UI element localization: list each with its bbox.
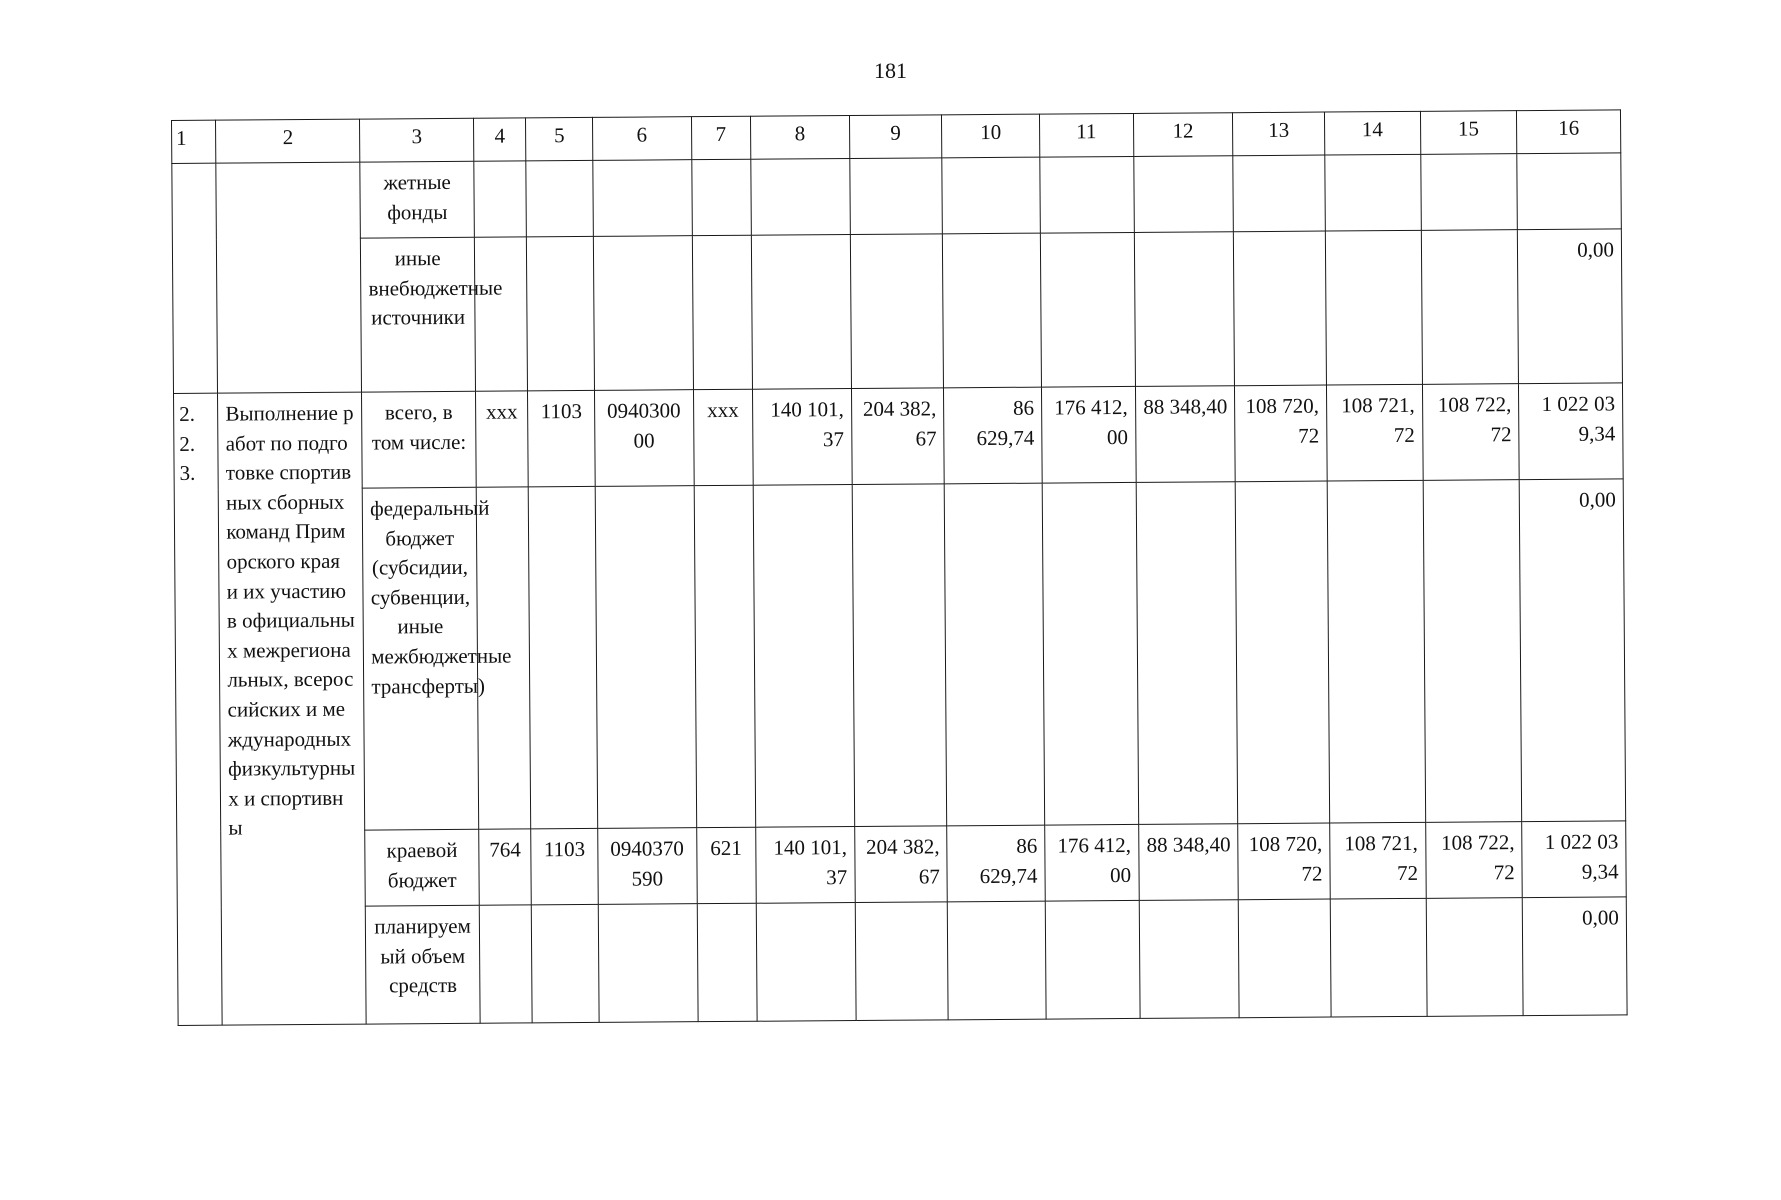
column-number: 7 [691,116,751,159]
column-number: 4 [474,118,527,161]
amount-year: 86 629,74 [947,825,1045,902]
continued-index-cell [172,163,218,393]
item-row-regional [177,821,1627,908]
amount-year: 176 412,00 [1045,824,1139,901]
continued-row-funds [172,153,1622,240]
admin-code: 764 [479,829,532,905]
column-number: 9 [849,115,942,159]
continued-row-other-sources [172,229,1622,394]
column-number: 13 [1233,112,1325,156]
target-article-code: 094030000 [594,390,693,487]
amount-year: 88 348,40 [1135,386,1235,483]
amount-total: 0,00 [1519,479,1625,822]
page-number: 181 [874,58,907,83]
funding-source-label: иные внебюджетные источники [361,237,476,392]
amount-year: 108 722,72 [1422,384,1519,481]
amount-year: 108 721,72 [1326,384,1422,481]
column-number: 6 [592,117,691,161]
amount-total: 0,00 [1518,229,1623,384]
column-number: 3 [360,118,474,162]
item-row-planned [177,897,1627,1026]
expense-type-code: 621 [696,827,756,903]
item-name: Выполнение работ по подготовке спортивных сборных команд Приморского края и их участию в официальных межрегиональных, всероссийских и международных физкультурных и спортивны [218,392,367,1025]
budget-table [171,109,1628,1026]
column-number: 8 [750,116,849,160]
section-code: 1103 [528,390,595,486]
section-code: 1103 [531,828,598,904]
target-article-code: 0940370590 [598,828,697,905]
item-index: 2. 2. 3. [174,393,223,1025]
funding-source-label: краевой бюджет [365,829,479,906]
column-number: 12 [1133,113,1233,157]
amount-total: 1 022 039,34 [1522,821,1626,898]
funding-source-label: федеральный бюджет (субсидии, субвенции, иные межбюджетные трансферты) [362,487,478,830]
column-number: 1 [172,120,217,163]
continued-name-cell [216,162,362,393]
column-number: 11 [1039,113,1133,157]
column-number: 2 [216,119,360,163]
item-row-total [174,383,1624,490]
funding-source-label: планируемый объем средств [366,905,481,1024]
amount-year: 108 720,72 [1238,823,1330,900]
amount-year: 176 412,00 [1041,386,1135,483]
amount-year: 86 629,74 [944,387,1042,484]
column-number: 15 [1420,111,1517,155]
amount-year: 140 101,37 [756,827,855,904]
amount-year: 204 382,67 [854,826,947,903]
amount-year: 140 101,37 [752,389,851,486]
column-number: 10 [942,114,1040,158]
amount-year: 88 348,40 [1138,824,1238,901]
amount-year: 108 722,72 [1425,822,1522,899]
amount-year: 108 721,72 [1330,822,1426,899]
expense-type-code: xxx [693,389,753,485]
column-number: 16 [1517,110,1621,154]
amount-total: 1 022 039,34 [1519,383,1624,480]
amount-year: 204 382,67 [851,388,944,485]
item-row-federal [174,479,1625,832]
amount-year: 108 720,72 [1235,385,1327,482]
admin-code: xxx [476,391,529,487]
amount-total: 0,00 [1522,897,1627,1016]
funding-source-label: жетные фонды [360,161,474,238]
column-number: 5 [526,117,593,160]
funding-source-label: всего, в том числе: [362,391,476,488]
column-number: 14 [1324,111,1420,155]
